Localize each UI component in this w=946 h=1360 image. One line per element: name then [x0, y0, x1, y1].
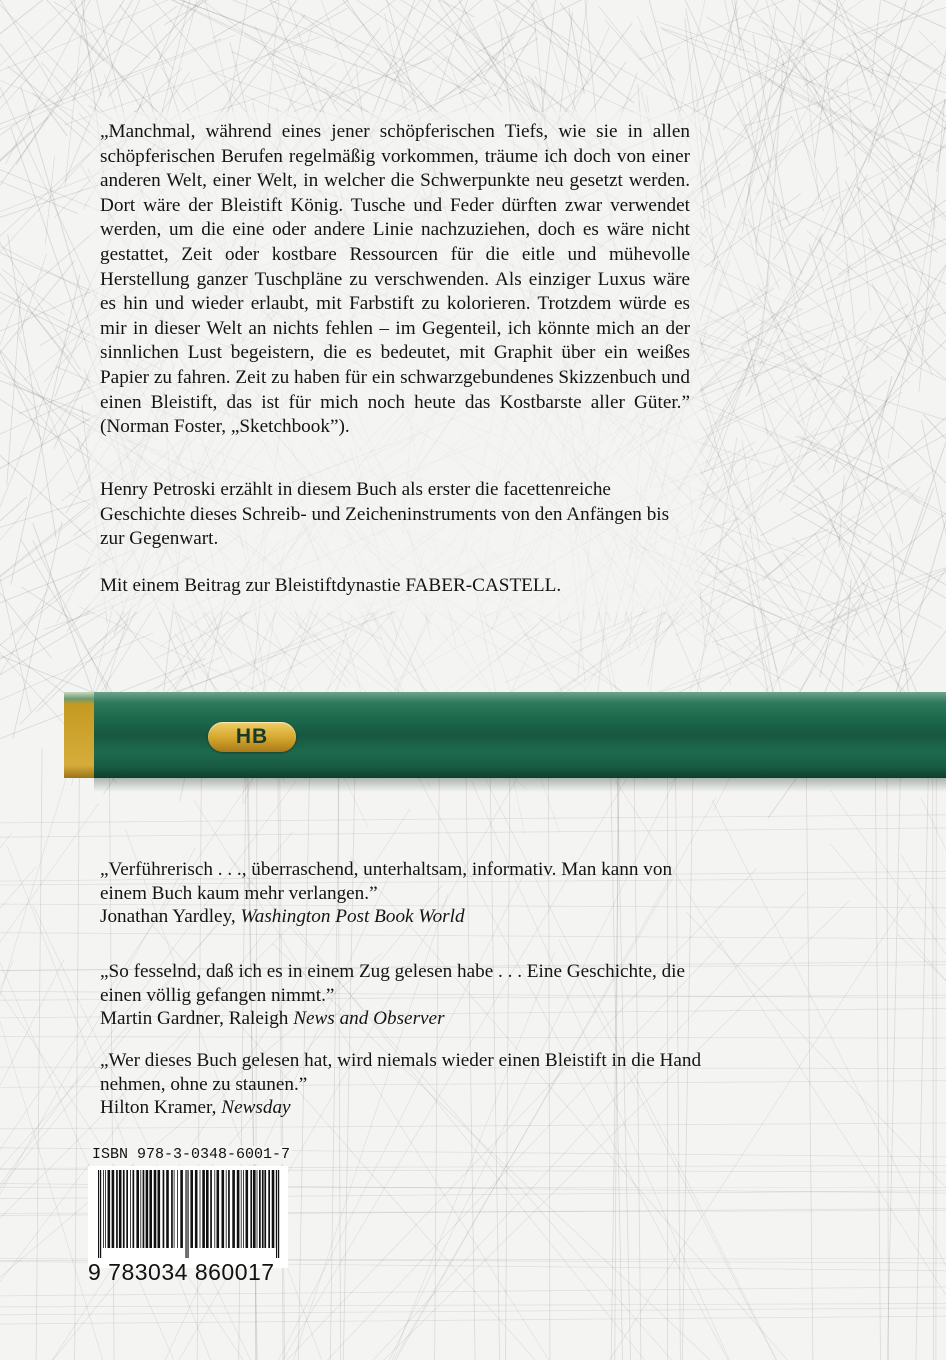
isbn-barcode-block: [88, 1146, 291, 1285]
review-publication: News and Observer: [293, 1008, 445, 1029]
faber-castell-note: [100, 574, 690, 599]
review-publication: Washington Post Book World: [240, 906, 465, 927]
barcode: [88, 1166, 288, 1285]
isbn-label: ISBN 978-3-0348-6001-7: [92, 1146, 291, 1163]
review-quote: „Verführerisch . . ., überraschend, unterhaltsam, informativ. Man kann von einem Buch kaum mehr verlangen.”: [100, 859, 673, 904]
faber-castell-note-text: Mit einem Beitrag zur Bleistiftdynastie FABER-CASTELL.: [100, 575, 562, 596]
review-attribution: [100, 905, 720, 929]
pencil-shadow: [94, 778, 946, 792]
review-publication: Newsday: [221, 1097, 291, 1118]
hb-pencil-illustration: [64, 692, 946, 792]
review-author: Hilton Kramer,: [100, 1097, 222, 1118]
review-gardner: [100, 960, 720, 1031]
book-description: [100, 478, 690, 552]
review-author: Jonathan Yardley,: [100, 906, 241, 927]
foster-quote: [100, 120, 690, 440]
review-quote: „So fesselnd, daß ich es in einem Zug gelesen habe . . . Eine Geschichte, die einen völlig gefangen nimmt.”: [100, 961, 686, 1006]
pencil-ferrule: [64, 692, 98, 778]
review-attribution: [100, 1007, 720, 1031]
review-kramer: [100, 1049, 720, 1120]
foster-quote-paragraph: „Manchmal, während eines jener schöpferischen Tiefs, wie sie in allen schöpferischen Berufen regelmäßig vorkommen, träume ich doch von einer anderen Welt, einer Welt, in welcher die Schwerpunkte neu gesetzt werden. Dort wäre der Bleistift König. Tusche und Feder dürften zwar verwendet werden, um die eine oder andere Linie nachzuziehen, doch es wäre nicht gestattet, Zeit oder kostbare Ressourcen für die eitle und mühevolle Herstellung ganzer Tuschpläne zu verschwenden. Als einziger Luxus wäre es hin und wieder erlaubt, mit Farbstift zu kolorieren. Trotzdem würde es mir in dieser Welt an nichts fehlen – im Gegenteil, ich könnte mich an der sinnlichen Lust begeistern, die es bedeutet, mit Graphit über ein weißes Papier zu fahren. Zeit zu haben für ein schwarzgebundenes Skizzenbuch und einen Bleistift, das ist für mich noch heute das Kostbarste aller Güter.” (Norman Foster, „Sketchbook”).: [100, 121, 690, 438]
barcode-digits: 9 783034 860017: [88, 1259, 275, 1285]
review-attribution: [100, 1096, 720, 1120]
review-yardley: [100, 858, 720, 929]
review-quote: „Wer dieses Buch gelesen hat, wird niemals wieder einen Bleistift in die Hand nehmen, ohne zu staunen.”: [100, 1050, 702, 1095]
barcode-bars: [88, 1166, 288, 1268]
book-description-text: Henry Petroski erzählt in diesem Buch als erster die facettenreiche Geschichte dieses Schreib- und Zeicheninstruments von den Anfängen bis zur Gegenwart.: [100, 479, 670, 550]
review-author: Martin Gardner, Raleigh: [100, 1008, 294, 1029]
pencil-grade-label: HB: [208, 722, 296, 752]
